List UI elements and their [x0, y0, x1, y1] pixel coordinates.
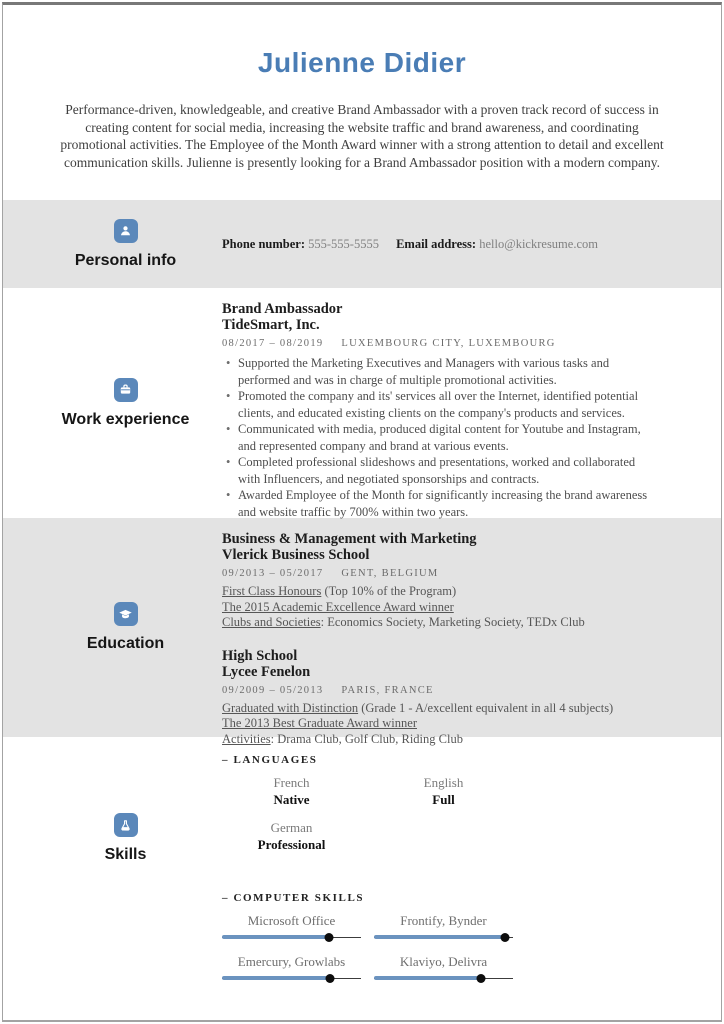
computer-skill-name: Microsoft Office: [247, 913, 336, 928]
education-meta: [222, 685, 665, 696]
slider-knob[interactable]: [326, 974, 335, 983]
slider-fill: [222, 976, 330, 980]
personal-info-label: Personal info: [74, 251, 177, 269]
email-pair: [396, 237, 598, 251]
education-detail-line: Activities: Drama Club, Golf Club, Riding Club: [222, 731, 463, 746]
language-item: [222, 820, 361, 853]
job-bullet: • Supported the Marketing Executives and Managers with various tasks and performed and was in charge of multiple promotional activities.: [222, 355, 650, 388]
computer-skills-header: – COMPUTER SKILLS: [222, 892, 365, 904]
skills-content: [222, 737, 724, 1020]
slider-knob[interactable]: [325, 933, 334, 942]
skill-slider: [374, 973, 513, 983]
computer-skill-item: [222, 913, 361, 942]
education-dates: 09/2009 – 05/2013: [222, 684, 324, 696]
language-name: French: [273, 775, 310, 790]
computer-skill-item: [222, 954, 361, 983]
slider-knob[interactable]: [477, 974, 486, 983]
resume-header: [3, 5, 721, 200]
job-location: LUXEMBOURG CITY, LUXEMBOURG: [341, 338, 556, 349]
slider-fill: [374, 935, 505, 939]
language-level: Professional: [257, 837, 326, 852]
job-bullet: • Communicated with media, produced digital content for Youtube and Instagram, and represented company and brand at various events.: [222, 421, 650, 454]
education-detail-line: Graduated with Distinction (Grade 1 - A/excellent equivalent in all 4 subjects): [222, 700, 614, 715]
person-icon: [114, 219, 138, 243]
language-name: English: [423, 775, 464, 790]
education-left-column: [3, 518, 222, 737]
section-education: [3, 518, 721, 746]
job-bullet: • Completed professional slideshows and presentations, worked and collaborated with Influencers, and negotiated sponsorships and contracts.: [222, 454, 650, 487]
education-location: PARIS, FRANCE: [341, 684, 434, 696]
graduation-cap-icon: [114, 602, 138, 626]
language-level: Native: [273, 792, 310, 807]
education-entry: [222, 531, 665, 631]
education-dates: 09/2013 – 05/2017: [222, 568, 324, 579]
slider-knob[interactable]: [500, 933, 509, 942]
section-personal-info: [3, 200, 721, 288]
email-value[interactable]: hello@kickresume.com: [479, 236, 598, 251]
education-detail-line: Clubs and Societies: Economics Society, Marketing Society, TEDx Club: [222, 615, 585, 629]
page-title: Julienne Didier: [257, 47, 467, 78]
job-bullet: • Awarded Employee of the Month for significantly increasing the brand awareness and website traffic by 700% within two years.: [222, 487, 650, 520]
language-name: German: [270, 820, 313, 835]
skill-slider: [222, 932, 361, 942]
skill-slider: [374, 932, 513, 942]
skills-label: Skills: [104, 846, 147, 863]
computer-skill-item: [374, 954, 513, 983]
skill-slider: [222, 973, 361, 983]
education-degree: Business & Management with Marketing: [222, 531, 477, 547]
education-location: GENT, BELGIUM: [341, 568, 439, 579]
job-bullet: • Promoted the company and its' services all over the Internet, identified potential clients, and educated existing clients on the company's products and services.: [222, 388, 650, 421]
phone-label: Phone number:: [222, 236, 305, 251]
job-bullet-list: [222, 355, 650, 520]
job-company: TideSmart, Inc.: [222, 317, 320, 333]
personal-info-left-column: [3, 200, 222, 288]
computer-skill-name: Klaviyo, Delivra: [399, 954, 488, 969]
work-experience-content: [222, 288, 721, 518]
email-label: Email address:: [396, 236, 477, 251]
language-item: [374, 775, 513, 808]
slider-fill: [222, 935, 329, 939]
education-meta: [222, 568, 665, 579]
phone-pair: [222, 237, 379, 251]
skills-left-column: [3, 737, 222, 1020]
education-detail-line: The 2013 Best Graduate Award winner: [222, 716, 417, 730]
job-title: Brand Ambassador: [222, 301, 343, 317]
briefcase-icon: [114, 378, 138, 402]
job-meta: [222, 338, 665, 349]
slider-fill: [374, 976, 481, 980]
section-skills: [3, 737, 721, 1020]
resume-page: [2, 2, 722, 1022]
personal-info-content: [222, 200, 721, 288]
languages-block: [222, 754, 677, 865]
flask-icon: [114, 813, 138, 837]
computer-skills-grid: [222, 913, 677, 995]
education-detail-line: First Class Honours (Top 10% of the Program): [222, 584, 457, 598]
education-degree: High School: [222, 647, 298, 664]
computer-skills-block: [222, 892, 677, 995]
work-experience-left-column: [3, 288, 222, 518]
computer-skill-name: Emercury, Growlabs: [237, 954, 346, 969]
education-school: Lycee Fenelon: [222, 663, 311, 680]
language-level: Full: [432, 792, 455, 807]
section-work-experience: [3, 288, 721, 518]
language-item: [222, 775, 361, 808]
job-dates: 08/2017 – 08/2019: [222, 338, 324, 349]
education-content: [222, 518, 721, 746]
education-school: Vlerick Business School: [222, 547, 370, 563]
summary-text: Performance-driven, knowledgeable, and creative Brand Ambassador with a proven track record of success in creating content for social media, increasing the website traffic and brand awareness, and coordinating promotional activities. The Employee of the Month Award winner with a strong attention to detail and excellent communication skills. Julienne is presently looking for a Brand Ambassador position with a modern company.: [60, 102, 664, 170]
education-entry: [222, 648, 665, 748]
languages-header: – LANGUAGES: [222, 754, 318, 766]
phone-value: 555-555-5555: [308, 236, 379, 251]
education-label: Education: [86, 635, 165, 652]
education-detail-line: The 2015 Academic Excellence Award winner: [222, 599, 454, 614]
work-experience-label: Work experience: [61, 410, 190, 428]
computer-skill-name: Frontify, Bynder: [400, 913, 487, 928]
languages-grid: [222, 775, 677, 865]
computer-skill-item: [374, 913, 513, 942]
